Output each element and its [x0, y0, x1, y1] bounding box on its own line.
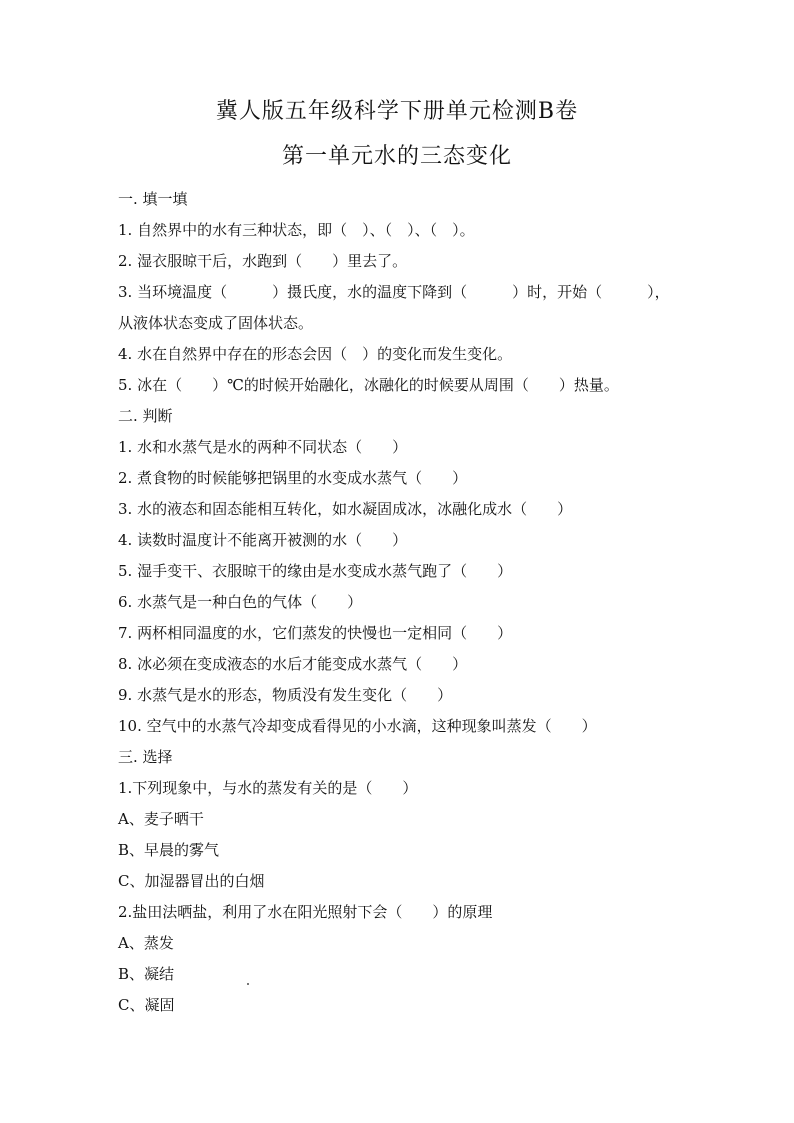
page-subtitle: 第一单元水的三态变化 — [281, 144, 512, 169]
question-line: 7. 两杯相同温度的水，它们蒸发的快慢也一定相同（ ） — [118, 624, 513, 642]
answer-option: C、加湿器冒出的白烟 — [118, 872, 265, 890]
scan-speck — [247, 983, 249, 985]
page-title: 冀人版五年级科学下册单元检测B卷 — [215, 99, 579, 124]
question-line: 1. 水和水蒸气是水的两种不同状态（ ） — [118, 438, 408, 456]
question-line: 2.盐田法晒盐，利用了水在阳光照射下会（ ）的原理 — [118, 903, 493, 921]
question-line: 8. 冰必须在变成液态的水后才能变成水蒸气（ ） — [118, 655, 468, 673]
answer-option: A、麦子晒干 — [118, 810, 204, 828]
question-line: 3. 水的液态和固态能相互转化，如水凝固成冰，冰融化成水（ ） — [118, 500, 573, 518]
question-line: 5. 冰在（ ）℃的时候开始融化，冰融化的时候要从周围（ ）热量。 — [118, 376, 619, 394]
answer-option: C、凝固 — [118, 996, 175, 1014]
answer-option: B、早晨的雾气 — [118, 841, 220, 859]
question-line: 4. 读数时温度计不能离开被测的水（ ） — [118, 531, 408, 549]
question-line: 9. 水蒸气是水的形态，物质没有发生变化（ ） — [118, 686, 453, 704]
question-line: 1.下列现象中，与水的蒸发有关的是（ ） — [118, 779, 418, 797]
question-line: 10. 空气中的水蒸气冷却变成看得见的小水滴，这种现象叫蒸发（ ） — [118, 717, 597, 735]
question-line: 3. 当环境温度（ ）摄氏度，水的温度下降到（ ）时，开始（ ）， — [118, 283, 670, 301]
answer-option: A、蒸发 — [118, 934, 174, 952]
question-line: 6. 水蒸气是一种白色的气体（ ） — [118, 593, 363, 611]
question-line: 1. 自然界中的水有三种状态，即（ ）、（ ）、（ ）。 — [118, 221, 475, 239]
section-heading-multiple-choice: 三. 选择 — [118, 748, 173, 766]
answer-option: B、凝结 — [118, 965, 175, 983]
question-line-continued: 从液体状态变成了固体状态。 — [118, 314, 314, 332]
section-heading-fill-in: 一. 填一填 — [118, 190, 188, 208]
question-line: 2. 煮食物的时候能够把锅里的水变成水蒸气（ ） — [118, 469, 468, 487]
question-line: 2. 湿衣服晾干后，水跑到（ ）里去了。 — [118, 252, 408, 270]
question-line: 5. 湿手变干、衣服晾干的缘由是水变成水蒸气跑了（ ） — [118, 562, 513, 580]
section-heading-true-false: 二. 判断 — [118, 407, 173, 425]
question-line: 4. 水在自然界中存在的形态会因（ ）的变化而发生变化。 — [118, 345, 513, 363]
